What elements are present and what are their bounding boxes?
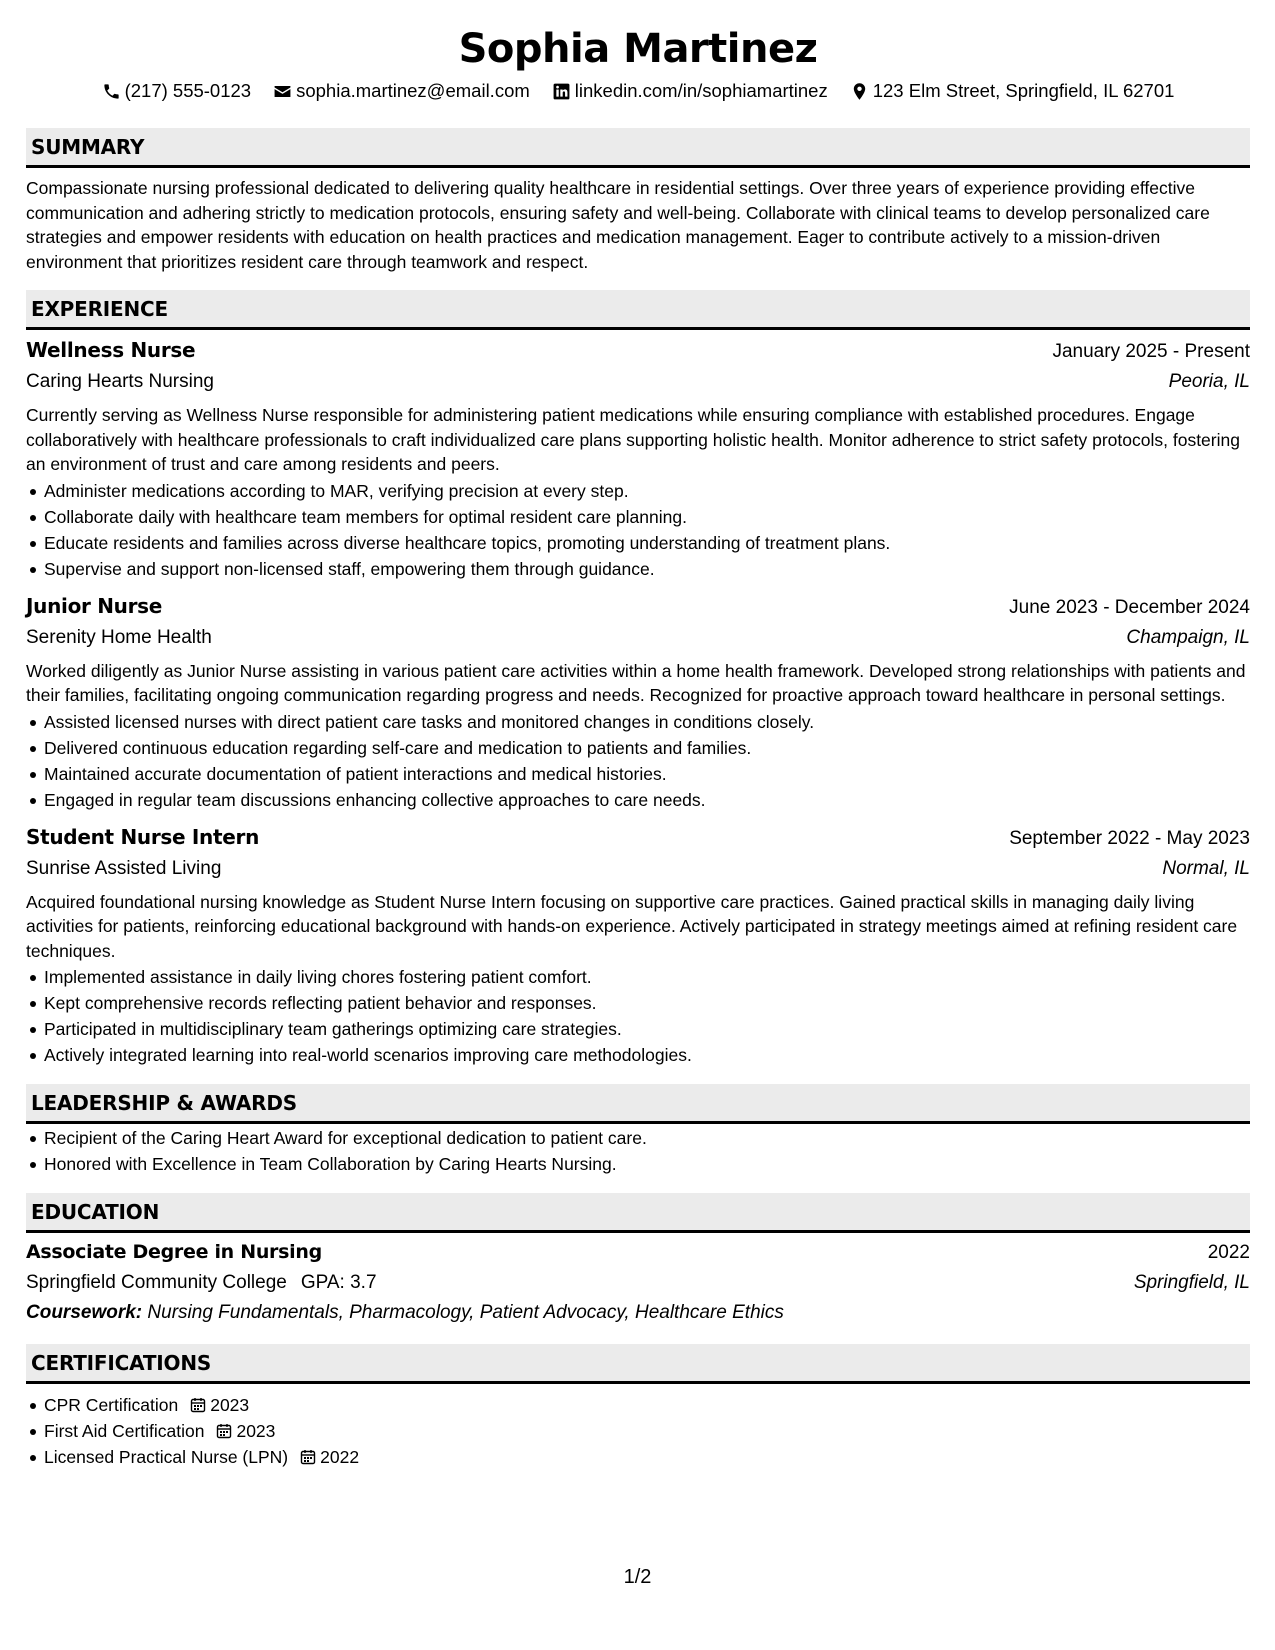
certification-year: 2023: [236, 1421, 276, 1441]
job-dates: January 2025 - Present: [1052, 341, 1250, 362]
list-item: Honored with Excellence in Team Collaboration by Caring Hearts Nursing.: [26, 1151, 1250, 1177]
contact-email[interactable]: [273, 79, 530, 103]
linkedin-text[interactable]: linkedin.com/in/sophiamartinez: [574, 80, 828, 101]
coursework-list: Nursing Fundamentals, Pharmacology, Patient Advocacy, Healthcare Ethics: [147, 1302, 784, 1323]
list-item: Recipient of the Caring Heart Award for exceptional dedication to patient care.: [26, 1125, 1250, 1151]
job-description: Worked diligently as Junior Nurse assisting in various patient care activities within a home health framework. Developed strong relationships with patients and their families, facilitating ongoing communication regarding progress and needs. Recognized for proactive approach toward healthcare in personal settings.: [26, 660, 1246, 705]
list-item: Delivered continuous education regarding self-care and medication to patients and families.: [26, 735, 1250, 761]
section-title: CERTIFICATIONS: [31, 1350, 212, 1375]
list-item: Educate residents and families across diverse healthcare topics, promoting understanding of treatment plans.: [26, 530, 1250, 556]
company-name: Caring Hearts Nursing: [26, 371, 214, 392]
section-title: EDUCATION: [31, 1199, 160, 1224]
job-location: Normal, IL: [1162, 857, 1250, 879]
job-description: Acquired foundational nursing knowledge as Student Nurse Intern focusing on supportive care practices. Gained practical skills in managing daily living activities for patients, reinforcing educational background with hands-on experience. Actively participated in strategy meetings aimed at refining resident care techniques.: [26, 891, 1238, 961]
company-name: Serenity Home Health: [26, 626, 212, 648]
list-item: Assisted licensed nurses with direct patient care tasks and monitored changes in conditions closely.: [26, 709, 1250, 735]
job-bullets: [26, 478, 1250, 582]
gpa: GPA: 3.7: [300, 1272, 377, 1293]
summary-text: Compassionate nursing professional dedicated to delivering quality healthcare in residential settings. Over three years of experience providing effective communication and adhering strictly to medication protocols, ensuring safety and well-being. Collaborate with clinical teams to develop personalized care strategies and empower residents with education on health practices and medication management. Eager to contribute actively to a mission-driven environment that prioritizes resident care through teamwork and respect.: [26, 178, 1210, 272]
summary-section-header: [26, 128, 1250, 168]
job-title: Junior Nurse: [26, 593, 163, 618]
section-title: LEADERSHIP & AWARDS: [31, 1090, 297, 1115]
job-entry: [26, 335, 1250, 582]
job-bullets: [26, 964, 1250, 1068]
section-title: EXPERIENCE: [31, 296, 168, 321]
education-section-header: [26, 1193, 1250, 1233]
awards-list: [26, 1125, 1250, 1177]
job-bullets: [26, 709, 1250, 813]
contact-phone: [102, 79, 252, 103]
envelope-icon: [273, 82, 292, 101]
certifications-list: [26, 1392, 1250, 1470]
graduation-year: 2022: [1207, 1242, 1250, 1263]
job-entry: [26, 822, 1250, 1069]
job-dates: September 2022 - May 2023: [1009, 827, 1250, 849]
certifications-section-header: [26, 1344, 1250, 1384]
certification-year: 2023: [210, 1395, 250, 1415]
awards-section-header: [26, 1084, 1250, 1124]
phone-text: (217) 555-0123: [124, 80, 252, 101]
school-name: Springfield Community College: [26, 1272, 287, 1293]
page-number: 1/2: [623, 1566, 652, 1588]
list-item: Administer medications according to MAR, verifying precision at every step.: [26, 478, 1250, 504]
list-item: Engaged in regular team discussions enhancing collective approaches to care needs.: [26, 787, 1250, 813]
candidate-name: Sophia Martinez: [458, 26, 818, 72]
list-item: Collaborate daily with healthcare team members for optimal resident care planning.: [26, 504, 1250, 530]
certification-year: 2022: [320, 1447, 360, 1467]
section-title: SUMMARY: [31, 134, 145, 159]
address-text: 123 Elm Street, Springfield, IL 62701: [872, 80, 1175, 101]
list-item: [26, 1444, 1250, 1470]
list-item: Implemented assistance in daily living chores fostering patient comfort.: [26, 964, 1250, 990]
contact-bar: [26, 79, 1250, 103]
school-location: Springfield, IL: [1133, 1272, 1250, 1293]
job-description: Currently serving as Wellness Nurse responsible for administering patient medications while ensuring compliance with established procedures. Engage collaboratively with healthcare professionals to craft individualized care plans supporting holistic health. Monitor adherence to strict safety protocols, fostering an environment of trust and care among residents and peers.: [26, 405, 1240, 474]
degree-name: Associate Degree in Nursing: [26, 1241, 322, 1263]
contact-linkedin[interactable]: [552, 79, 828, 103]
contact-address: [850, 79, 1175, 103]
map-pin-icon: [850, 82, 869, 101]
experience-section-header: [26, 290, 1250, 330]
certification-name: Licensed Practical Nurse (LPN): [44, 1447, 289, 1467]
school-line: [26, 1268, 377, 1298]
list-item: Kept comprehensive records reflecting patient behavior and responses.: [26, 990, 1250, 1016]
list-item: Maintained accurate documentation of patient interactions and medical histories.: [26, 761, 1250, 787]
email-text[interactable]: sophia.martinez@email.com: [296, 80, 530, 101]
linkedin-icon: [552, 82, 571, 101]
list-item: [26, 1392, 1250, 1418]
resume-page: [26, 0, 1250, 1650]
calendar-icon: [216, 1423, 232, 1439]
job-title: Wellness Nurse: [26, 338, 196, 362]
job-location: Champaign, IL: [1126, 626, 1250, 648]
list-item: Participated in multidisciplinary team gatherings optimizing care strategies.: [26, 1016, 1250, 1042]
list-item: [26, 1418, 1250, 1444]
calendar-icon: [190, 1397, 206, 1413]
calendar-icon: [300, 1449, 316, 1465]
education-entry: [26, 1237, 1250, 1328]
job-dates: June 2023 - December 2024: [1009, 596, 1250, 618]
list-item: Actively integrated learning into real-world scenarios improving care methodologies.: [26, 1042, 1250, 1068]
certification-name: First Aid Certification: [44, 1421, 205, 1441]
job-title: Student Nurse Intern: [26, 824, 260, 849]
certification-name: CPR Certification: [44, 1395, 179, 1415]
coursework: [26, 1298, 1250, 1328]
coursework-label: Coursework:: [26, 1302, 143, 1323]
job-location: Peoria, IL: [1168, 371, 1250, 392]
job-entry: [26, 591, 1250, 813]
phone-icon: [102, 82, 121, 101]
list-item: Supervise and support non-licensed staff, empowering them through guidance.: [26, 556, 1250, 582]
company-name: Sunrise Assisted Living: [26, 857, 222, 879]
